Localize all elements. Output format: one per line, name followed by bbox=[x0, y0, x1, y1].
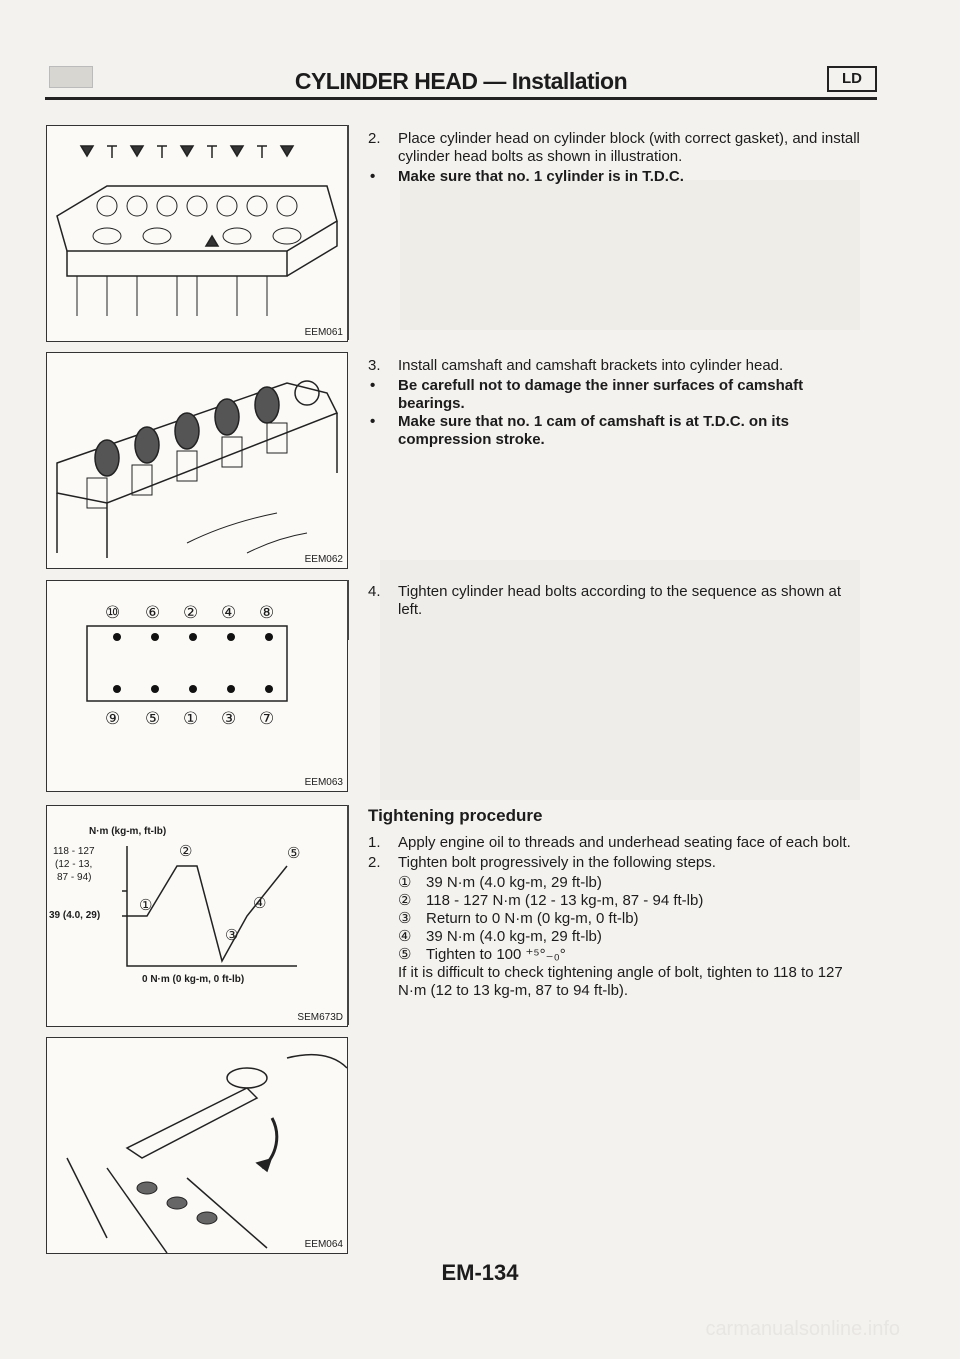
procedure-heading: Tightening procedure bbox=[368, 806, 543, 825]
step-number: 3. bbox=[368, 357, 381, 374]
bullet bbox=[368, 377, 868, 413]
step-number: 1. bbox=[368, 834, 381, 851]
substep bbox=[368, 874, 868, 892]
figure-code: EEM062 bbox=[304, 554, 343, 565]
substep bbox=[368, 910, 868, 928]
substep-mark: ② bbox=[398, 892, 412, 909]
graph-y-top2: (12 - 13, bbox=[55, 859, 93, 870]
bullet-text: Be carefull not to damage the inner surfaces of camshaft bearings. bbox=[398, 377, 804, 412]
figure-angle-wrench bbox=[46, 1037, 348, 1254]
substep-text: 39 N·m (4.0 kg-m, 29 ft-lb) bbox=[426, 874, 602, 891]
bullet-dot-icon: • bbox=[370, 377, 376, 394]
step-3-block bbox=[368, 357, 868, 449]
header-rule bbox=[45, 97, 877, 100]
cylinder-head-illustration bbox=[47, 126, 347, 341]
sequence-top-8: ⑧ bbox=[259, 603, 275, 622]
substep bbox=[368, 892, 868, 910]
step-4-block bbox=[368, 583, 868, 621]
graph-y-low: 39 (4.0, 29) bbox=[49, 910, 101, 921]
sequence-top-6: ⑥ bbox=[145, 603, 161, 622]
procedure-block bbox=[368, 834, 868, 1000]
procedure-step-2 bbox=[368, 854, 868, 872]
graph-y-top: 118 - 127 bbox=[53, 846, 95, 857]
sequence-top-4: ④ bbox=[221, 603, 237, 622]
graph-point-3: ③ bbox=[225, 927, 239, 944]
page-header bbox=[45, 66, 877, 96]
sequence-bottom-5: ⑤ bbox=[145, 709, 161, 728]
figure-code: EEM064 bbox=[304, 1239, 343, 1250]
graph-y-top3: 87 - 94) bbox=[57, 872, 92, 883]
sequence-bottom-7: ⑦ bbox=[259, 709, 275, 728]
graph-point-1: ① bbox=[139, 897, 153, 914]
figure-code: SEM673D bbox=[297, 1012, 343, 1023]
bullet-dot-icon: • bbox=[370, 168, 376, 185]
page-number-text: EM-134 bbox=[441, 1260, 519, 1285]
step-text: Place cylinder head on cylinder block (with correct gasket), and install cylinder head bolts as shown in illustration. bbox=[398, 130, 860, 165]
substep-text: Return to 0 N·m (0 kg-m, 0 ft-lb) bbox=[426, 910, 639, 927]
engine-badge: LD bbox=[827, 66, 877, 92]
column-rule bbox=[347, 805, 349, 1025]
bleed-through bbox=[400, 180, 860, 330]
graph-point-5: ⑤ bbox=[287, 845, 301, 862]
sequence-bottom-1: ① bbox=[183, 709, 199, 728]
graph-point-2: ② bbox=[179, 843, 193, 860]
camshaft-illustration bbox=[47, 353, 347, 568]
step-number: 2. bbox=[368, 130, 381, 147]
graph-point-4: ④ bbox=[253, 895, 267, 912]
bullet-dot-icon: • bbox=[370, 413, 376, 430]
figure-code: EEM063 bbox=[304, 777, 343, 788]
figure-code: EEM061 bbox=[304, 327, 343, 338]
procedure-note: If it is difficult to check tightening angle of bolt, tighten to 118 to 127 N·m (12 to 13 kg-m, 87 to 94 ft-lb). bbox=[398, 964, 843, 999]
bullet-text: Make sure that no. 1 cylinder is in T.D.C. bbox=[398, 168, 684, 185]
step-text: Apply engine oil to threads and underhead seating face of each bolt. bbox=[398, 834, 851, 851]
substep-text: 118 - 127 N·m (12 - 13 kg-m, 87 - 94 ft-lb) bbox=[426, 892, 704, 909]
step-text: Install camshaft and camshaft brackets into cylinder head. bbox=[398, 357, 784, 374]
substep-mark: ③ bbox=[398, 910, 412, 927]
angle-wrench-illustration bbox=[47, 1038, 347, 1253]
step-2 bbox=[368, 130, 868, 166]
step-4 bbox=[368, 583, 868, 619]
sequence-bottom-3: ③ bbox=[221, 709, 237, 728]
step-text: Tighten cylinder head bolts according to the sequence as shown at left. bbox=[398, 583, 842, 618]
figure-torque-graph bbox=[46, 805, 348, 1027]
step-number: 2. bbox=[368, 854, 381, 871]
bullet-text: Make sure that no. 1 cam of camshaft is at T.D.C. on its compression stroke. bbox=[398, 413, 789, 448]
figure-cylinder-head-bolts bbox=[46, 125, 348, 342]
page-title: CYLINDER HEAD — Installation bbox=[294, 68, 628, 94]
step-3 bbox=[368, 357, 868, 375]
step-text: Tighten bolt progressively in the following steps. bbox=[398, 854, 716, 871]
substep bbox=[368, 946, 868, 964]
substep bbox=[368, 928, 868, 946]
figure-bolt-sequence bbox=[46, 580, 348, 792]
bullet bbox=[368, 413, 868, 449]
substep-text: Tighten to 100 ⁺⁵°₋₀° bbox=[426, 946, 566, 963]
substep-mark: ④ bbox=[398, 928, 412, 945]
substep-text: 39 N·m (4.0 kg-m, 29 ft-lb) bbox=[426, 928, 602, 945]
watermark: carmanualsonline.info bbox=[705, 1318, 900, 1340]
page-number bbox=[0, 1260, 960, 1286]
substep-mark: ① bbox=[398, 874, 412, 891]
column-rule bbox=[347, 125, 349, 340]
sequence-top-2: ② bbox=[183, 603, 199, 622]
substep-mark: ⑤ bbox=[398, 946, 412, 963]
procedure-step-1 bbox=[368, 834, 868, 852]
column-rule bbox=[347, 580, 349, 640]
sequence-top-10: ⑩ bbox=[105, 603, 121, 622]
graph-unit-label: N·m (kg-m, ft-lb) bbox=[89, 826, 167, 837]
sequence-bottom-9: ⑨ bbox=[105, 709, 121, 728]
bullet bbox=[368, 168, 868, 186]
figure-camshaft bbox=[46, 352, 348, 569]
graph-zero-label: 0 N·m (0 kg-m, 0 ft-lb) bbox=[142, 974, 245, 985]
step-2-block bbox=[368, 130, 868, 186]
step-number: 4. bbox=[368, 583, 381, 600]
